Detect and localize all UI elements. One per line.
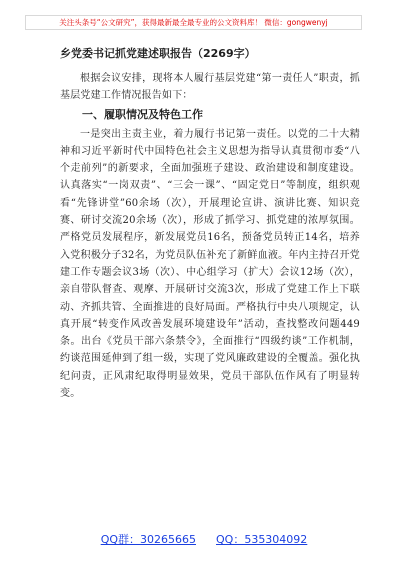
qq-group-text: QQ群：30265665 <box>100 533 196 546</box>
footer-contact <box>0 531 408 547</box>
document-body <box>60 46 360 402</box>
intro-paragraph: 根据会议安排，现将本人履行基层党建“第一责任人”职责，抓基层党建工作情况报告如下： <box>60 73 360 102</box>
section-heading: 一、履职情况及特色工作 <box>82 107 203 121</box>
document-title: 乡党委书记抓党建述职报告（2269字） <box>60 47 256 60</box>
section-paragraph: 一是突出主责主业，着力履行书记第一责任。以党的二十大精神和习近平新时代中国特色社会主义思想为指导认真贯彻市委“八个走前列”的新要求，全面加强班子建设、政治建设和制度建设。认真落实“一岗双责”、“三会一课”、“固定党日”等制度，组织观看“先锋讲堂”60余场（次），开展理论宣讲、演讲比赛、知识竞赛、研讨交流20余场（次），形成了抓学习、抓党建的浓厚氛围。严格党员发展程序，新发展党员16名，预备党员转正14名，培养入党积极分子32名，为党员队伍补充了新鲜血液。年内主持召开党建工作专题会议3场（次）、中心组学习（扩大）会议12场（次），亲自带队督查、观摩、开展研讨交流3次，形成了党建工作上下联动、齐抓共管、全面推进的良好局面。严格执行中央八项规定，认真开展“转变作风改善发展环境建设年”活动，查找整改问题449条。出台《党员干部六条禁令》，全面推行“四级约谈”工作机制，约谈范围延伸到了组一级，实现了党风廉政建设的全覆盖。强化执纪问责，正风肃纪取得明显效果，党员干部队伍作风有了明显转变。 <box>60 128 360 400</box>
top-banner: 关注头条号“公文研究”，获得最新最全最专业的公文资料库！ 微信：gongwenyj <box>25 15 362 30</box>
qq-text: QQ：535304092 <box>216 533 308 546</box>
